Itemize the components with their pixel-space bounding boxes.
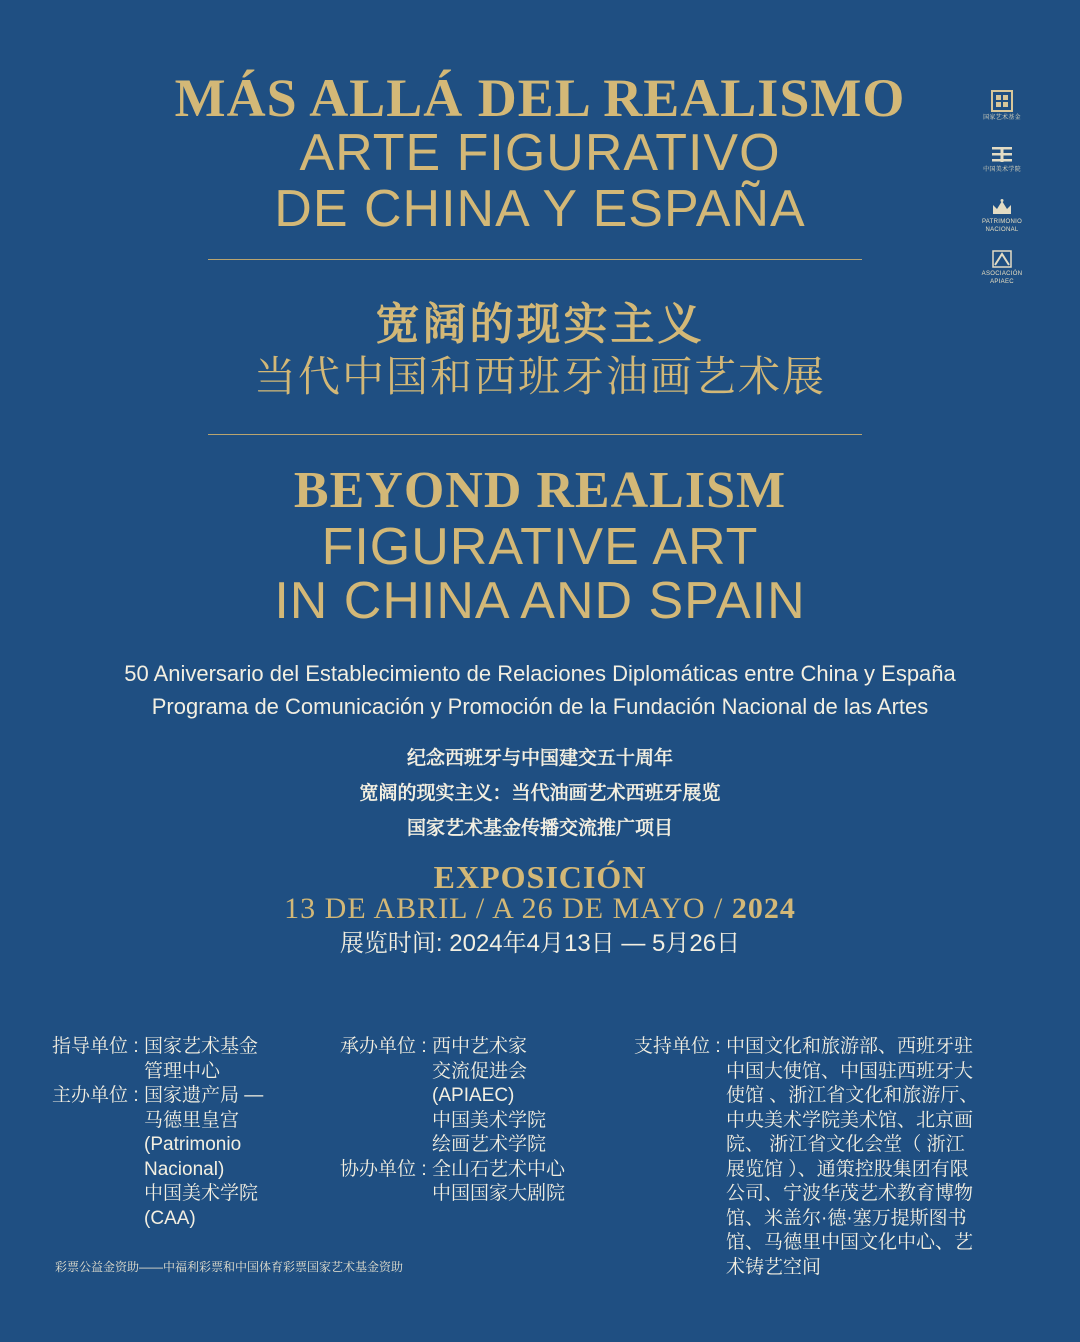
exhibition-dates-zh: 展览时间: 2024年4月13日 — 5月26日: [339, 930, 741, 957]
subtitle-es-program: Programa de Comunicación y Promoción de la Fundación Nacional de las Artes: [151, 694, 929, 719]
credits-column-1: [52, 1035, 302, 1231]
title-es-line-3: DE CHINA Y ESPAÑA: [274, 180, 806, 238]
subtitle-zh-anniversary: 纪念西班牙与中国建交五十周年: [406, 748, 673, 769]
title-en-line-2: FIGURATIVE ART: [321, 518, 759, 576]
title-es-line-2: ARTE FIGURATIVO: [299, 124, 781, 182]
credit-line: 管理中心: [144, 1060, 221, 1082]
credit-values: [726, 1035, 996, 1280]
credit-values: [432, 1035, 582, 1158]
credit-organizer: [340, 1035, 600, 1158]
exhibition-date-range: 13 DE ABRIL / A 26 DE MAYO /: [284, 892, 724, 925]
credit-line: 西中艺术家: [432, 1036, 528, 1057]
credit-values: [432, 1158, 582, 1207]
logo-caption: PATRIMONIO NACIONAL: [981, 219, 1023, 233]
credit-line: Nacional): [144, 1158, 225, 1180]
credit-line: 中国美术学院: [144, 1183, 259, 1204]
exhibition-year: 2024: [731, 892, 796, 925]
title-es-line-1: MÁS ALLÁ DEL REALISMO: [174, 68, 906, 128]
credits-column-2: [340, 1035, 600, 1207]
credit-line: (APIAEC): [432, 1085, 515, 1106]
academy-emblem-icon: [991, 146, 1013, 164]
exhibition-dates: [0, 890, 1080, 928]
crown-icon: [991, 198, 1013, 216]
sponsor-logos: [970, 90, 1034, 300]
title-zh-line-1: 宽阔的现实主义: [375, 300, 705, 349]
title-en-line-1: BEYOND REALISM: [293, 462, 787, 519]
credit-line: 术铸艺空间: [726, 1256, 822, 1278]
credit-line: 交流促进会: [432, 1060, 528, 1082]
credit-line: 中国国家大剧院: [432, 1183, 566, 1204]
logo-apiaec: [970, 250, 1034, 300]
logo-caption: 中国美术学院: [983, 167, 1021, 173]
credit-label: 协办单位: [340, 1158, 417, 1180]
funding-note: 彩票公益金资助——中福利彩票和中国体育彩票国家艺术基金资助: [55, 1260, 404, 1274]
credit-host: [52, 1084, 302, 1231]
credit-line: 国家艺术基金: [144, 1036, 259, 1057]
divider-top: [208, 259, 862, 260]
logo-arts-fund: [970, 90, 1034, 136]
credit-line: 馆、米盖尔·德·塞万提斯图书: [726, 1207, 967, 1229]
credit-line: 国家遗产局 —: [144, 1085, 264, 1106]
credit-line: 绘画艺术学院: [432, 1134, 547, 1155]
subtitle-zh-exhibition: 宽阔的现实主义：当代油画艺术西班牙展览: [359, 783, 721, 804]
credit-values: [144, 1084, 284, 1231]
credit-separator: :: [421, 1158, 427, 1180]
credit-separator: :: [715, 1036, 721, 1057]
credit-line: 中国美术学院: [432, 1109, 547, 1131]
seal-icon: [991, 90, 1013, 112]
credit-line: 馆、马德里中国文化中心、艺: [726, 1232, 974, 1253]
credit-separator: :: [133, 1085, 139, 1106]
credit-values: [144, 1035, 284, 1084]
credit-co-organizer: [340, 1158, 600, 1207]
credit-guide: [52, 1035, 302, 1084]
credit-line: 中国大使馆、中国驻西班牙大: [726, 1060, 974, 1082]
logo-academy: [970, 146, 1034, 196]
apiaec-mark-icon: [991, 250, 1013, 268]
credit-line: 全山石艺术中心: [432, 1158, 566, 1180]
credit-line: 马德里皇宫: [144, 1109, 240, 1131]
credit-line: 中国文化和旅游部、西班牙驻: [726, 1036, 974, 1057]
title-en-line-3: IN CHINA AND SPAIN: [274, 572, 806, 630]
subtitle-es-anniversary: 50 Aniversario del Establecimiento de Relaciones Diplomáticas entre China y España: [124, 661, 956, 686]
credit-label: 承办单位: [340, 1036, 417, 1057]
credit-label: 指导单位: [52, 1036, 129, 1057]
credit-line: (CAA): [144, 1207, 196, 1229]
credit-label: 支持单位: [634, 1036, 711, 1057]
divider-middle: [208, 434, 862, 435]
credit-separator: :: [133, 1036, 139, 1057]
credit-label: 主办单位: [52, 1085, 129, 1106]
title-zh-line-2: 当代中国和西班牙油画艺术展: [253, 353, 826, 400]
credit-line: (Patrimonio: [144, 1134, 242, 1155]
logo-caption: ASOCIACIÓN APIAEC: [981, 271, 1023, 285]
credit-line: 院、 浙江省文化会堂（ 浙江: [726, 1134, 965, 1155]
subtitle-zh-program: 国家艺术基金传播交流推广项目: [406, 818, 673, 839]
credit-separator: :: [421, 1036, 427, 1057]
credit-line: 使馆 、浙江省文化和旅游厅、: [726, 1085, 979, 1106]
credits-column-3: [634, 1035, 1014, 1280]
logo-patrimonio: [970, 198, 1034, 248]
credit-support: [634, 1035, 1014, 1280]
logo-caption: 国家艺术基金: [983, 115, 1021, 121]
credit-line: 公司、宁波华茂艺术教育博物: [726, 1183, 974, 1204]
credit-line: 展览馆 ）、通策控股集团有限: [726, 1158, 969, 1180]
exhibition-label: EXPOSICIÓN: [433, 859, 647, 895]
credit-line: 中央美术学院美术馆、北京画: [726, 1109, 974, 1131]
